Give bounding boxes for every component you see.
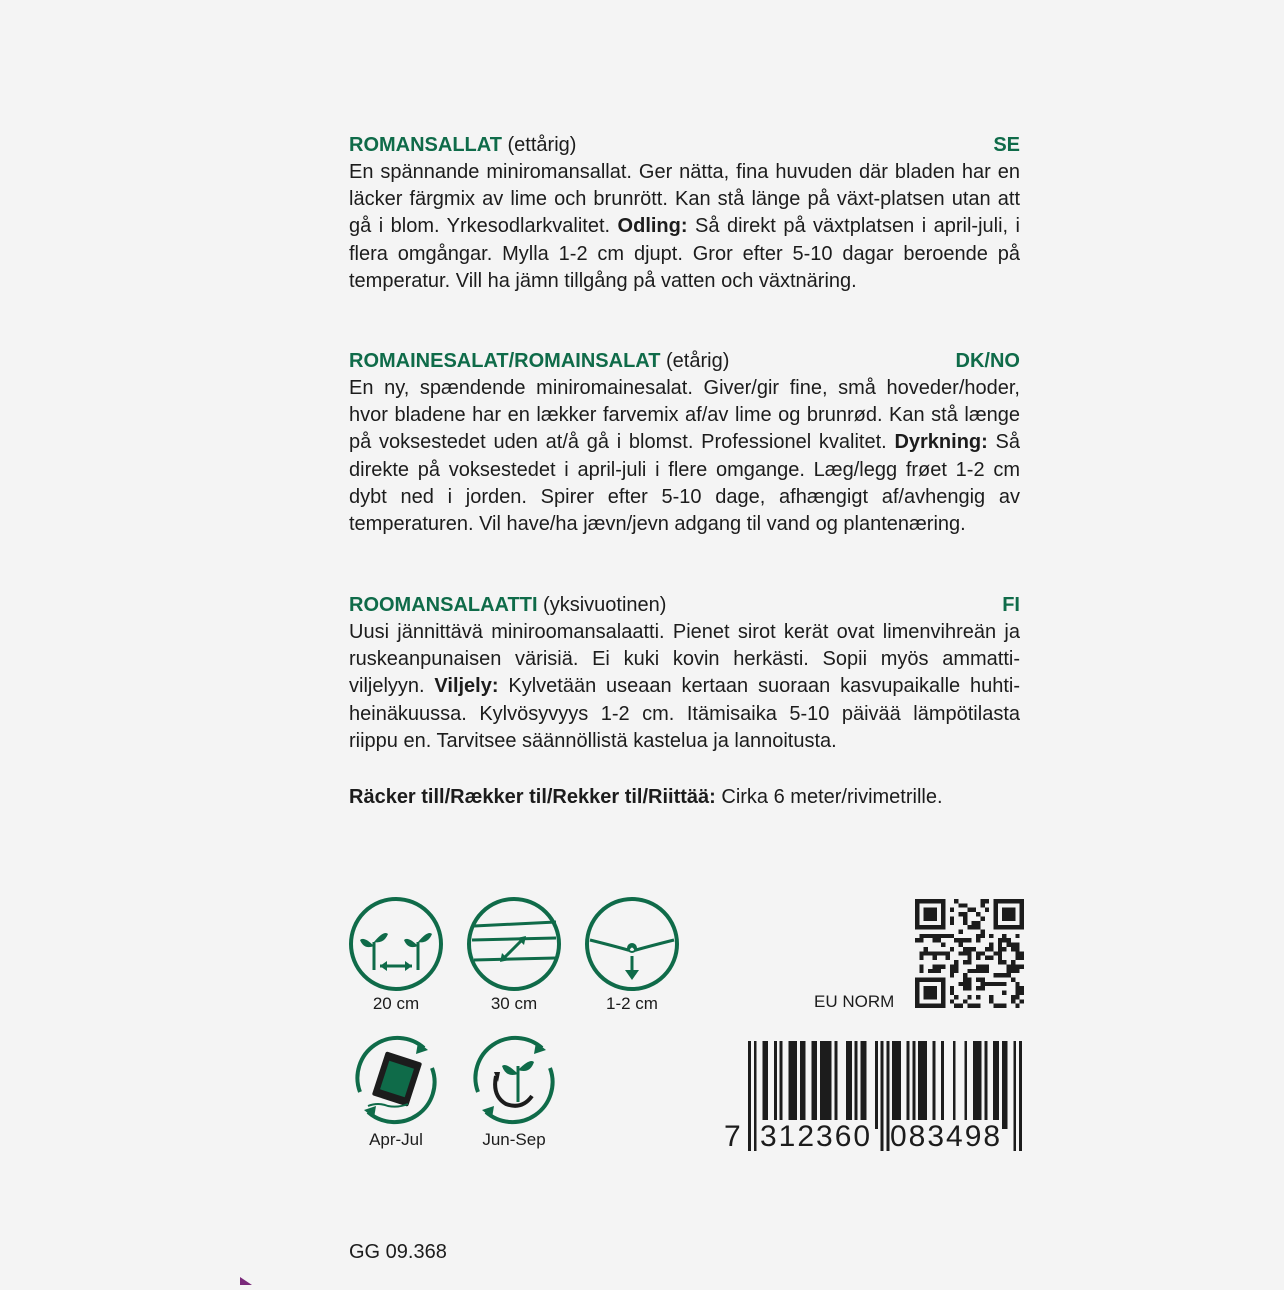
qr-module xyxy=(924,951,928,955)
qr-module xyxy=(1002,908,1015,921)
language-code: SE xyxy=(993,134,1020,156)
qr-module xyxy=(959,903,963,907)
qr-module xyxy=(1002,973,1006,977)
qr-module xyxy=(963,977,967,981)
barcode-bar xyxy=(907,1041,910,1129)
qr-module xyxy=(967,986,971,990)
section-subtitle: (ettårig) xyxy=(501,134,577,156)
section-se xyxy=(349,132,1020,295)
qr-module xyxy=(993,982,997,986)
qr-module xyxy=(928,934,932,938)
barcode-bar xyxy=(794,1041,797,1129)
qr-module xyxy=(976,912,980,916)
barcode-bar xyxy=(886,1041,889,1151)
barcode-bar xyxy=(1019,1041,1022,1151)
barcode-bar xyxy=(748,1041,751,1151)
barcode-bar xyxy=(1002,1041,1005,1129)
qr-module xyxy=(989,934,993,938)
qr-module xyxy=(932,951,936,955)
qr-module xyxy=(1002,947,1006,951)
qr-module xyxy=(985,956,989,960)
qr-module xyxy=(1015,969,1019,973)
barcode-bar xyxy=(985,1041,988,1129)
corner-mark xyxy=(240,1272,252,1284)
qr-module xyxy=(959,1004,963,1008)
barcode-bar xyxy=(924,1041,927,1129)
qr-module xyxy=(989,947,993,951)
qr-module xyxy=(976,921,980,925)
qr-module xyxy=(998,956,1002,960)
coverage-label: Räcker till/Rækker til/Rekker til/Riittää: xyxy=(349,786,716,808)
qr-module xyxy=(976,951,980,955)
qr-module xyxy=(963,921,967,925)
body-text: Så direkte på voksestedet i april-juli i flere omgange. Læg/legg frøet 1-2 cm dybt ned i jorden. Spirer efter 5-10 dage, afhængigt af/avhengig av temperaturen. Vil have/ha jævn/jevn adgang til vand og plantenæring. xyxy=(349,431,1020,536)
qr-module xyxy=(980,986,984,990)
barcode-bar xyxy=(803,1041,806,1129)
qr-module xyxy=(980,969,984,973)
seed-packet-sowing-icon xyxy=(348,1032,444,1128)
qr-module xyxy=(980,930,984,934)
qr-module xyxy=(932,938,936,942)
qr-module xyxy=(1020,991,1024,995)
qr-module xyxy=(976,956,980,960)
barcode-bar xyxy=(921,1041,924,1129)
qr-code[interactable] xyxy=(915,899,1024,1008)
qr-module xyxy=(985,969,989,973)
body-text: En ny, spændende miniromainesalat. Giver/gir fine, små hoveder/hoder, hvor bladene har en lækker farvemix af/av lime og brunrød. Kan stå længe på voksestedet uden at/å gå i blomst. Professionel kvalitet. xyxy=(349,377,1020,454)
qr-module xyxy=(980,964,984,968)
qr-module xyxy=(1007,943,1011,947)
qr-module xyxy=(989,995,993,999)
qr-module xyxy=(998,943,1002,947)
qr-module xyxy=(924,908,937,921)
qr-module xyxy=(1011,947,1015,951)
qr-module xyxy=(937,969,941,973)
qr-module xyxy=(993,973,997,977)
barcode-right-digits: 083498 xyxy=(890,1120,1003,1153)
qr-module xyxy=(959,912,963,916)
qr-module xyxy=(989,999,993,1003)
section-header xyxy=(349,348,1020,375)
barcode-bar xyxy=(855,1041,858,1129)
body-bold-label: Dyrkning: xyxy=(894,431,988,454)
qr-module xyxy=(976,1004,980,1008)
qr-module xyxy=(950,916,954,920)
qr-module xyxy=(963,999,967,1003)
qr-module xyxy=(1002,938,1006,942)
plant-spacing-label: 20 cm xyxy=(372,994,420,1013)
qr-module xyxy=(937,938,941,942)
language-code: DK/NO xyxy=(955,350,1020,372)
qr-module xyxy=(985,982,989,986)
barcode-bar xyxy=(941,1041,944,1129)
qr-module xyxy=(959,951,963,955)
qr-module xyxy=(928,969,932,973)
section-title: ROMAINESALAT/ROMAINSALAT xyxy=(349,350,661,372)
qr-module xyxy=(963,916,967,920)
section-fi xyxy=(349,592,1020,755)
qr-module xyxy=(919,951,923,955)
barcode-first-digit: 7 xyxy=(724,1120,743,1153)
barcode-bar xyxy=(875,1041,878,1129)
qr-module xyxy=(1015,947,1019,951)
qr-module xyxy=(993,951,997,955)
qr-module xyxy=(954,1004,958,1008)
qr-module xyxy=(967,982,971,986)
qr-module xyxy=(932,956,936,960)
qr-module xyxy=(963,938,967,942)
body-bold-label: Odling: xyxy=(617,215,688,238)
qr-module xyxy=(985,947,989,951)
qr-module xyxy=(1002,991,1006,995)
qr-module xyxy=(950,991,954,995)
qr-module xyxy=(963,912,967,916)
qr-module xyxy=(950,969,954,973)
qr-module xyxy=(946,956,950,960)
qr-module xyxy=(915,938,919,942)
body-text: En spännande miniromansallat. Ger nätta, fina huvuden där bladen har en läcker färgmix av lime och brunrött. Kan stå länge på växt-platsen utan att gå i blom. Yrkesodlarkvalitet. xyxy=(349,161,1020,238)
qr-module xyxy=(954,960,958,964)
qr-module xyxy=(1015,964,1019,968)
barcode-left-digits: 312360 xyxy=(760,1120,873,1153)
qr-module xyxy=(998,982,1002,986)
qr-module xyxy=(950,908,954,912)
qr-module xyxy=(959,982,963,986)
qr-module xyxy=(932,964,936,968)
barcode-bar xyxy=(1013,1041,1016,1151)
qr-module xyxy=(1007,969,1011,973)
qr-module xyxy=(980,951,984,955)
qr-module xyxy=(959,938,963,942)
qr-module xyxy=(967,956,971,960)
qr-module xyxy=(976,986,980,990)
barcode-bar xyxy=(765,1041,768,1129)
qr-module xyxy=(1020,951,1024,955)
qr-module xyxy=(950,973,954,977)
section-body xyxy=(349,375,1020,538)
qr-module xyxy=(950,986,954,990)
barcode-bar xyxy=(820,1041,823,1129)
qr-module xyxy=(919,969,923,973)
qr-module xyxy=(985,899,989,903)
barcode-bar xyxy=(811,1041,814,1129)
barcode-bar xyxy=(881,1041,884,1151)
qr-module xyxy=(1020,986,1024,990)
body-text: Så direkt på växtplatsen i april-juli, i flera omgångar. Mylla 1-2 cm djupt. Gror efter 5-10 dagar beroende på temperatur. Vill ha jämn tillgång på vatten och växtnäring. xyxy=(349,215,1020,292)
qr-module xyxy=(954,938,958,942)
qr-module xyxy=(1015,986,1019,990)
qr-module xyxy=(1015,991,1019,995)
qr-module xyxy=(1011,964,1015,968)
barcode-bar xyxy=(933,1041,936,1129)
qr-module xyxy=(980,903,984,907)
qr-module xyxy=(972,921,976,925)
plant-spacing-icon xyxy=(348,896,444,992)
barcode-bar xyxy=(953,1041,956,1129)
qr-module xyxy=(972,908,976,912)
qr-module xyxy=(976,938,980,942)
qr-module xyxy=(1015,982,1019,986)
qr-module xyxy=(1020,964,1024,968)
qr-module xyxy=(950,934,954,938)
qr-module xyxy=(985,908,989,912)
qr-module xyxy=(963,951,967,955)
qr-module xyxy=(950,947,954,951)
qr-module xyxy=(1015,956,1019,960)
qr-module xyxy=(998,947,1002,951)
qr-module xyxy=(998,960,1002,964)
qr-module xyxy=(967,960,971,964)
qr-module xyxy=(1020,999,1024,1003)
qr-module xyxy=(1015,934,1019,938)
barcode-bar xyxy=(996,1041,999,1129)
qr-module xyxy=(954,969,958,973)
qr-module xyxy=(993,1004,997,1008)
qr-module xyxy=(967,951,971,955)
qr-module xyxy=(1011,995,1015,999)
qr-module xyxy=(954,995,958,999)
harvest-icon xyxy=(466,1032,562,1128)
qr-module xyxy=(972,925,976,929)
section-subtitle: (etårig) xyxy=(660,350,730,372)
barcode-bar xyxy=(912,1041,915,1129)
qr-module xyxy=(980,982,984,986)
qr-module xyxy=(976,964,980,968)
qr-module xyxy=(998,1004,1002,1008)
qr-module xyxy=(980,899,984,903)
qr-module xyxy=(963,986,967,990)
qr-module xyxy=(924,947,928,951)
barcode-bar xyxy=(788,1041,791,1129)
qr-module xyxy=(967,995,971,999)
qr-module xyxy=(1011,969,1015,973)
barcode-bar xyxy=(791,1041,794,1129)
qr-module xyxy=(1002,1004,1006,1008)
qr-module xyxy=(919,964,923,968)
qr-module xyxy=(941,951,945,955)
row-spacing-icon xyxy=(466,896,562,992)
qr-module xyxy=(980,977,984,981)
coverage-info xyxy=(349,784,943,811)
qr-module xyxy=(954,964,958,968)
qr-module xyxy=(932,969,936,973)
barcode-bar xyxy=(918,1041,921,1129)
qr-module xyxy=(919,934,923,938)
qr-module xyxy=(967,947,971,951)
qr-module xyxy=(976,977,980,981)
qr-module xyxy=(980,916,984,920)
qr-module xyxy=(967,977,971,981)
barcode-bar xyxy=(823,1041,826,1129)
qr-module xyxy=(963,982,967,986)
barcode-bar xyxy=(979,1041,982,1129)
qr-module xyxy=(967,908,971,912)
section-subtitle: (yksivuotinen) xyxy=(537,594,667,616)
qr-module xyxy=(967,938,971,942)
qr-module xyxy=(959,930,963,934)
section-dk-no xyxy=(349,348,1020,538)
barcode-bar xyxy=(1005,1041,1008,1129)
qr-module xyxy=(989,956,993,960)
qr-module xyxy=(1020,956,1024,960)
qr-module xyxy=(937,934,941,938)
qr-module xyxy=(1002,982,1006,986)
qr-module xyxy=(963,903,967,907)
qr-module xyxy=(976,969,980,973)
qr-module xyxy=(976,995,980,999)
barcode-bar xyxy=(774,1041,777,1129)
qr-module xyxy=(976,925,980,929)
qr-module xyxy=(1011,943,1015,947)
barcode-bar xyxy=(892,1041,895,1129)
qr-module xyxy=(985,964,989,968)
body-bold-label: Viljely: xyxy=(434,675,499,698)
qr-module xyxy=(1002,960,1006,964)
sowing-depth-label: 1-2 cm xyxy=(606,994,658,1013)
qr-module xyxy=(998,938,1002,942)
qr-module xyxy=(1015,951,1019,955)
qr-module xyxy=(946,934,950,938)
body-text: Uusi jännittävä miniroomansalaatti. Pienet sirot kerät ovat limenvihreän ja ruskeanpunaisen värisiä. Ei kuki kovin herkästi. Sopii myös ammatti-viljelyyn. xyxy=(349,621,1020,698)
qr-module xyxy=(924,934,928,938)
qr-module xyxy=(963,947,967,951)
qr-module xyxy=(976,934,980,938)
barcode-bar xyxy=(849,1041,852,1129)
qr-module xyxy=(1015,1004,1019,1008)
body-text: Kylvetään useaan kertaan suoraan kasvupaikalle huhti-heinäkuussa. Kylvösyvyys 1-2 cm. Itämisaika 5-10 päivää lämpötilasta riippu en. Tarvitsee säännöllistä kastelua ja lannoitusta. xyxy=(349,675,1020,752)
qr-module xyxy=(941,934,945,938)
barcode-bar xyxy=(898,1041,901,1129)
qr-module xyxy=(1011,999,1015,1003)
section-body xyxy=(349,159,1020,295)
qr-module xyxy=(989,943,993,947)
qr-module xyxy=(980,934,984,938)
qr-module xyxy=(924,986,937,999)
barcode-bar xyxy=(863,1041,866,1129)
barcode-bar xyxy=(846,1041,849,1129)
qr-module xyxy=(932,934,936,938)
section-body xyxy=(349,619,1020,755)
qr-module xyxy=(967,925,971,929)
qr-module xyxy=(1007,938,1011,942)
barcode-bar xyxy=(835,1041,838,1129)
qr-module xyxy=(972,1004,976,1008)
qr-module xyxy=(963,960,967,964)
qr-module xyxy=(1007,973,1011,977)
section-header xyxy=(349,132,1020,159)
barcode-bar xyxy=(754,1041,757,1151)
harvest-time-label: Jun-Sep xyxy=(482,1130,546,1149)
qr-module xyxy=(1015,995,1019,999)
qr-module xyxy=(950,964,954,968)
qr-module xyxy=(946,951,950,955)
qr-module xyxy=(972,947,976,951)
sowing-depth-icon xyxy=(584,896,680,992)
qr-module xyxy=(941,964,945,968)
eu-norm-label: EU NORM xyxy=(814,992,895,1011)
qr-module xyxy=(919,956,923,960)
barcode-bar xyxy=(964,1041,967,1129)
section-title: ROMANSALLAT xyxy=(349,134,502,156)
qr-module xyxy=(963,973,967,977)
barcode-bar xyxy=(860,1041,863,1129)
qr-module xyxy=(998,973,1002,977)
qr-module xyxy=(1007,964,1011,968)
barcode-bar xyxy=(993,1041,996,1129)
qr-module xyxy=(1002,934,1006,938)
section-title: ROOMANSALAATTI xyxy=(349,594,538,616)
barcode-bar xyxy=(976,1041,979,1129)
barcode-bar xyxy=(895,1041,898,1129)
qr-module xyxy=(967,969,971,973)
qr-module xyxy=(941,943,945,947)
qr-module xyxy=(919,938,923,942)
row-spacing-label: 30 cm xyxy=(490,994,538,1013)
language-code: FI xyxy=(1002,594,1020,616)
qr-module xyxy=(989,982,993,986)
qr-module xyxy=(1011,960,1015,964)
product-code: GG 09.368 xyxy=(349,1241,447,1263)
qr-module xyxy=(1011,977,1015,981)
qr-module xyxy=(950,921,954,925)
barcode-bar xyxy=(826,1041,829,1129)
barcode-bar xyxy=(973,1041,976,1129)
barcode-bar xyxy=(762,1041,765,1129)
qr-module xyxy=(998,951,1002,955)
section-header xyxy=(349,592,1020,619)
qr-module xyxy=(937,964,941,968)
qr-module xyxy=(950,999,954,1003)
barcode-bar xyxy=(780,1041,783,1129)
barcode-bar xyxy=(814,1041,817,1129)
qr-module xyxy=(928,951,932,955)
sowing-time-label: Apr-Jul xyxy=(369,1130,423,1149)
coverage-value: Cirka 6 meter/rivimetrille. xyxy=(715,786,943,808)
qr-module xyxy=(972,969,976,973)
barcode-bar xyxy=(829,1041,832,1129)
qr-module xyxy=(967,1004,971,1008)
qr-module xyxy=(954,899,958,903)
barcode-bar xyxy=(800,1041,803,1129)
qr-module xyxy=(959,943,963,947)
qr-module xyxy=(937,951,941,955)
qr-module xyxy=(1015,943,1019,947)
